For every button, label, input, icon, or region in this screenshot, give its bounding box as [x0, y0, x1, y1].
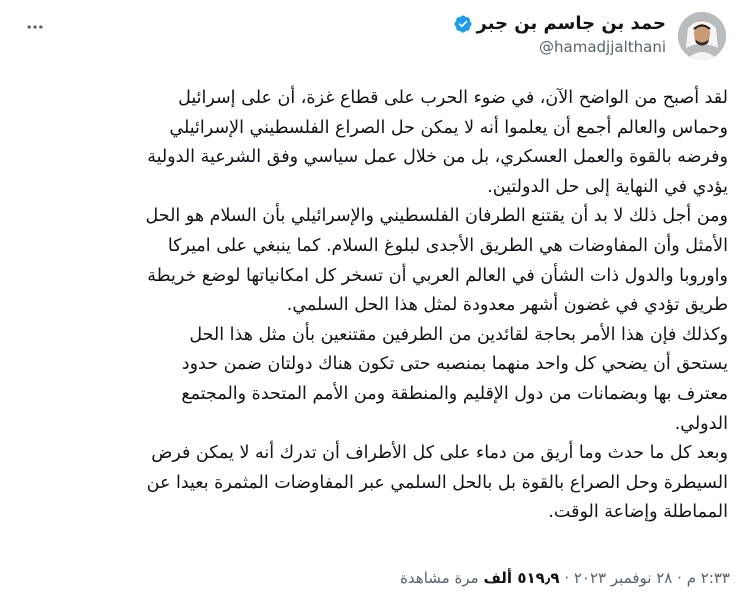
author-block: [453, 12, 666, 58]
meta-separator-2: ·: [564, 569, 570, 587]
more-options-button[interactable]: [22, 14, 48, 40]
author-handle[interactable]: @hamadjjalthani: [539, 38, 666, 56]
more-options-icon: [25, 17, 45, 37]
verified-badge-icon[interactable]: [453, 14, 473, 34]
views-label: مرة مشاهدة: [400, 569, 479, 587]
tweet-meta: [400, 566, 730, 590]
meta-separator: ·: [677, 569, 682, 587]
views-count: ٥١٩٫٩ ألف: [483, 569, 560, 587]
name-row: [453, 12, 666, 36]
tweet-text: لقد أصبح من الواضح الآن، في ضوء الحرب على قطاع غزة، أن على إسرائيل وحماس والعالم أجمع أن يعلموا أنه لا يمكن حل الصراع الفلسطيني الإسرائيلي وفرضه بالقوة والعمل العسكري، بل من خلال عمل سياسي وفق الشرعية الدولية يؤدي في النهاية إلى حل الدولتين. ومن أجل ذلك لا بد أن يقتنع الطرفان الفلسطيني والإسرائيلي بأن السلام هو الحل الأمثل وأن المفاوضات هي الطريق الأجدى لبلوغ السلام. كما ينبغي على اميركا واوروبا والدول ذات الشأن في العالم العربي أن تسخر كل امكانياتها لوضع خريطة طريق تؤدي في غضون أشهر معدودة لمثل هذا الحل السلمي. وكذلك فإن هذا الأمر بحاجة لقائدين من الطرفين مقتنعين بأن مثل هذا الحل يستحق أن يضحي كل واحد منهما بمنصبه حتى تكون هناك دولتان ضمن حدود معترف بها وبضمانات من دول الإقليم والمنطقة ومن الأمم المتحدة والمجتمع الدولي. وبعد كل ما حدث وما أريق من دماء على كل الأطراف أن تدرك أنه لا يمكن فرض السيطرة وحل الصراع بالقوة بل بالحل السلمي عبر المفاوضات المثمرة بعيدا عن المماطلة وإضاعة الوقت.: [145, 88, 728, 523]
author-display-name[interactable]: حمد بن جاسم بن جبر: [476, 13, 666, 34]
tweet-date[interactable]: ٢٨ نوفمبر ٢٠٢٣: [573, 569, 673, 587]
avatar[interactable]: [678, 12, 726, 60]
tweet-time[interactable]: ٢:٣٣ م: [686, 569, 730, 587]
avatar-image: [678, 12, 726, 60]
